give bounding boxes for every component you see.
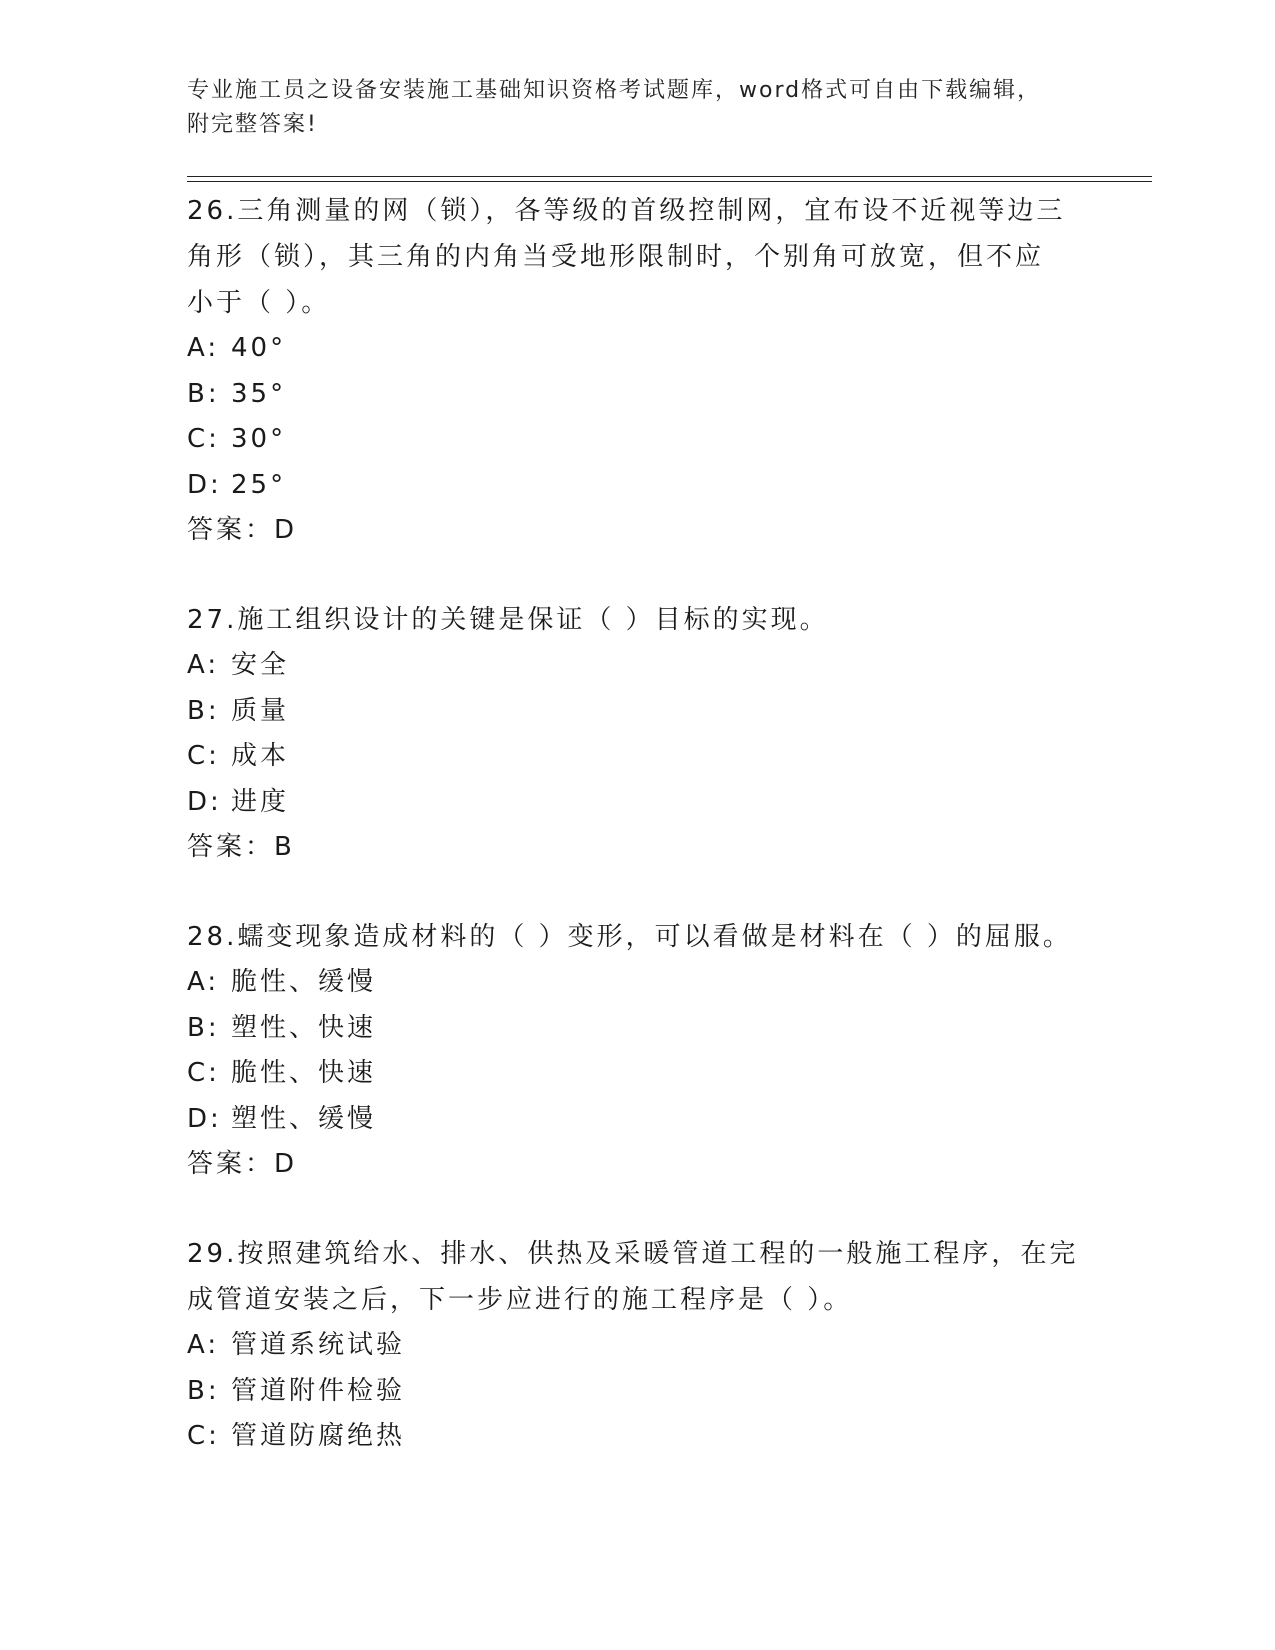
option-text: 脆性、缓慢 (231, 967, 377, 997)
question-stem-line: 29.按照建筑给水、排水、供热及采暖管道工程的一般施工程序，在完 (187, 1239, 1079, 1269)
header-line-1: 专业施工员之设备安装施工基础知识资格考试题库，word格式可自由下载编辑， (187, 78, 1042, 103)
answer-option (187, 372, 1087, 418)
question-stem-line: 小于（ ）。 (187, 288, 331, 318)
document-header (187, 74, 1087, 142)
option-text: 质量 (231, 695, 290, 726)
option-text: 安全 (231, 650, 290, 680)
option-letter: C: (187, 424, 220, 454)
option-text: 管道附件检验 (231, 1375, 406, 1406)
option-text: 脆性、快速 (231, 1058, 377, 1088)
option-letter: B: (187, 695, 220, 726)
question-block (187, 188, 1087, 597)
option-letter: A: (187, 333, 220, 363)
option-text: 40° (231, 333, 287, 363)
option-text: 30° (231, 424, 287, 454)
option-text: 进度 (231, 786, 290, 817)
question-stem-line: 26.三角测量的网（锁），各等级的首级控制网，宜布设不近视等边三 (187, 196, 1066, 226)
question-stem-line: 28.蠕变现象造成材料的（ ）变形，可以看做是材料在（ ）的屈服。 (187, 922, 1072, 952)
option-letter: D: (187, 786, 222, 817)
option-letter: B: (187, 378, 220, 409)
option-text: 塑性、快速 (231, 1012, 377, 1043)
option-letter: A: (187, 967, 220, 997)
option-letter: D: (187, 1103, 222, 1134)
option-letter: C: (187, 741, 220, 771)
answer-option (187, 1097, 1087, 1143)
question-block (187, 914, 1087, 1231)
answer-key: 答案：B (187, 832, 295, 862)
answer-key: 答案：D (187, 515, 298, 545)
answer-key: 答案：D (187, 1149, 298, 1179)
option-letter: C: (187, 1058, 220, 1088)
question-list (187, 188, 1087, 1460)
header-line-2: 附完整答案! (187, 112, 318, 137)
question-spacer (187, 553, 1087, 597)
question-block (187, 1231, 1087, 1460)
answer-option (187, 780, 1087, 826)
answer-option (187, 1414, 1087, 1460)
option-text: 成本 (231, 741, 290, 771)
question-stem-line: 27.施工组织设计的关键是保证（ ）目标的实现。 (187, 605, 829, 635)
header-divider-bottom (187, 181, 1152, 182)
answer-option (187, 1369, 1087, 1415)
option-letter: B: (187, 1375, 220, 1406)
option-text: 管道防腐绝热 (231, 1421, 406, 1451)
answer-option (187, 326, 1087, 372)
answer-option (187, 689, 1087, 735)
option-text: 35° (231, 378, 287, 409)
option-text: 管道系统试验 (231, 1330, 406, 1360)
answer-option (187, 960, 1087, 1006)
header-divider-top (187, 176, 1152, 177)
answer-option (187, 1323, 1087, 1369)
option-text: 塑性、缓慢 (231, 1103, 377, 1134)
answer-option (187, 463, 1087, 509)
answer-option (187, 1006, 1087, 1052)
option-letter: A: (187, 650, 220, 680)
answer-option (187, 643, 1087, 689)
option-letter: B: (187, 1012, 220, 1043)
option-letter: C: (187, 1421, 220, 1451)
option-text: 25° (231, 469, 287, 500)
question-spacer (187, 870, 1087, 914)
question-spacer (187, 1187, 1087, 1231)
option-letter: A: (187, 1330, 220, 1360)
question-stem-line: 成管道安装之后，下一步应进行的施工程序是（ ）。 (187, 1285, 853, 1315)
question-block (187, 597, 1087, 914)
question-stem-line: 角形（锁），其三角的内角当受地形限制时，个别角可放宽，但不应 (187, 242, 1045, 272)
answer-option (187, 734, 1087, 780)
option-letter: D: (187, 469, 222, 500)
answer-option (187, 417, 1087, 463)
answer-option (187, 1051, 1087, 1097)
